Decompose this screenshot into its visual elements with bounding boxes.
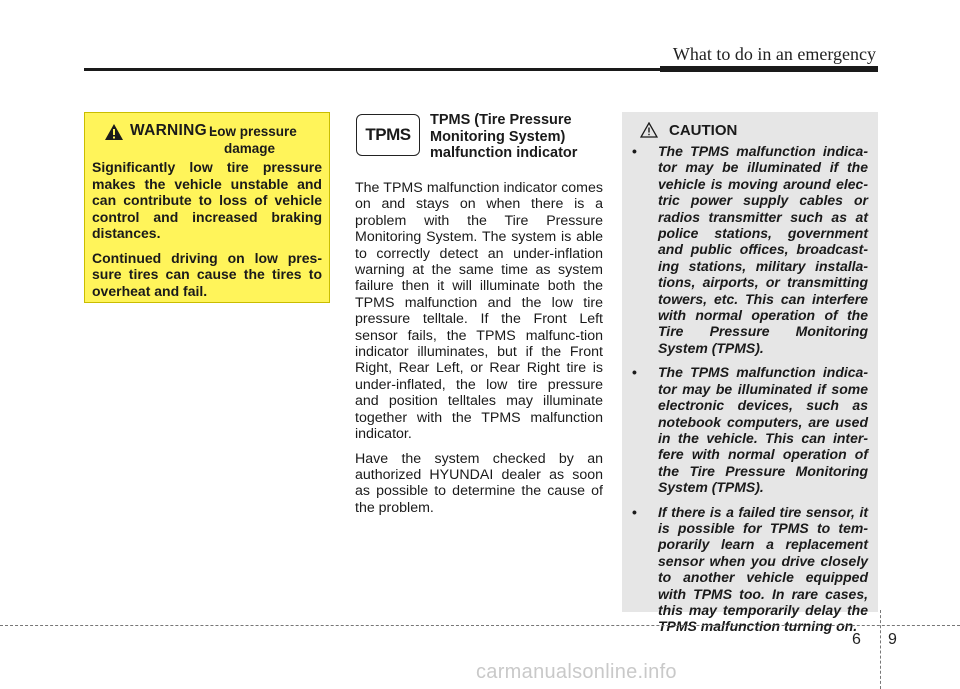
warning-subtitle: Low pressure — [209, 124, 297, 139]
caution-item: • If there is a failed tire sensor, it is possible for TPMS to tem-porarily learn a replacement sensor when you drive closely to another vehicle equipped with TPMS too. In rare cases, this may temporarily delay the TPMS malfunction turning on. — [630, 504, 868, 635]
caution-header — [630, 121, 868, 141]
caution-box — [622, 112, 878, 635]
tpms-heading-line: Monitoring System) — [430, 128, 566, 145]
footer-page-divider — [880, 610, 881, 689]
warning-triangle-icon — [104, 123, 124, 141]
caution-list — [630, 143, 868, 635]
warning-paragraph: Significantly low tire pressure makes the vehicle unstable and can contribute to loss of vehicle control and increased braking distances. — [92, 159, 322, 241]
watermark: carmanualsonline.info — [476, 661, 677, 683]
section-title: What to do in an emergency — [672, 44, 876, 64]
tpms-paragraph: Have the system checked by an authorized HYUNDAI dealer as soon as possible to determine the cause of the problem. — [355, 450, 603, 516]
footer-dashed-rule — [0, 625, 960, 626]
warning-subtitle-cont: damage — [224, 141, 276, 156]
tpms-indicator-icon: TPMS — [356, 114, 420, 156]
chapter-number: 6 — [852, 631, 861, 648]
tpms-paragraph: The TPMS malfunction indicator comes on and stays on when there is a problem with the Tire Pressure Monitoring System. The system is able to correctly detect an under-inflation warning at the same time as system failure then it will illuminate both the TPMS malfunction and the low tire pressure telltale. If the Front Left sensor fails, the TPMS malfunc-tion indicator illuminates, but if the Front Right, Rear Left, or Rear Right tire is under-inflated, the low tire pressure and position telltales may illuminate together with the TPMS malfunction indicator. — [355, 180, 603, 443]
warning-header — [92, 121, 322, 159]
tpms-body — [355, 180, 603, 524]
caution-title: CAUTION — [669, 122, 738, 139]
caution-item: • The TPMS malfunction indica-tor may be illuminated if some electronic devices, such as notebook computers, are used in the vehicle. This can inter-fere with normal operation of the Tire Pressure Monitoring System (TPMS). — [630, 364, 868, 495]
warning-title: WARNING - — [130, 122, 218, 139]
warning-box — [84, 112, 330, 303]
tpms-heading — [430, 112, 610, 162]
caution-triangle-icon — [640, 122, 658, 138]
page-number: 9 — [888, 631, 897, 648]
caution-item: • The TPMS malfunction indica-tor may be illuminated if the vehicle is moving around elec-tric power supply cables or radios transmitter such as at police stations, government and public offices, broadcast-ing stations, military installa-tions, airports, or transmitting towers, etc. This can interfere with normal operation of the Tire Pressure Monitoring System (TPMS). — [630, 143, 868, 356]
header-rule-accent — [660, 66, 878, 72]
tpms-heading-line: TPMS (Tire Pressure — [430, 112, 572, 128]
warning-paragraph: Continued driving on low pres-sure tires can cause the tires to overheat and fail. — [92, 249, 322, 299]
tpms-heading-line: malfunction indicator — [430, 145, 578, 161]
